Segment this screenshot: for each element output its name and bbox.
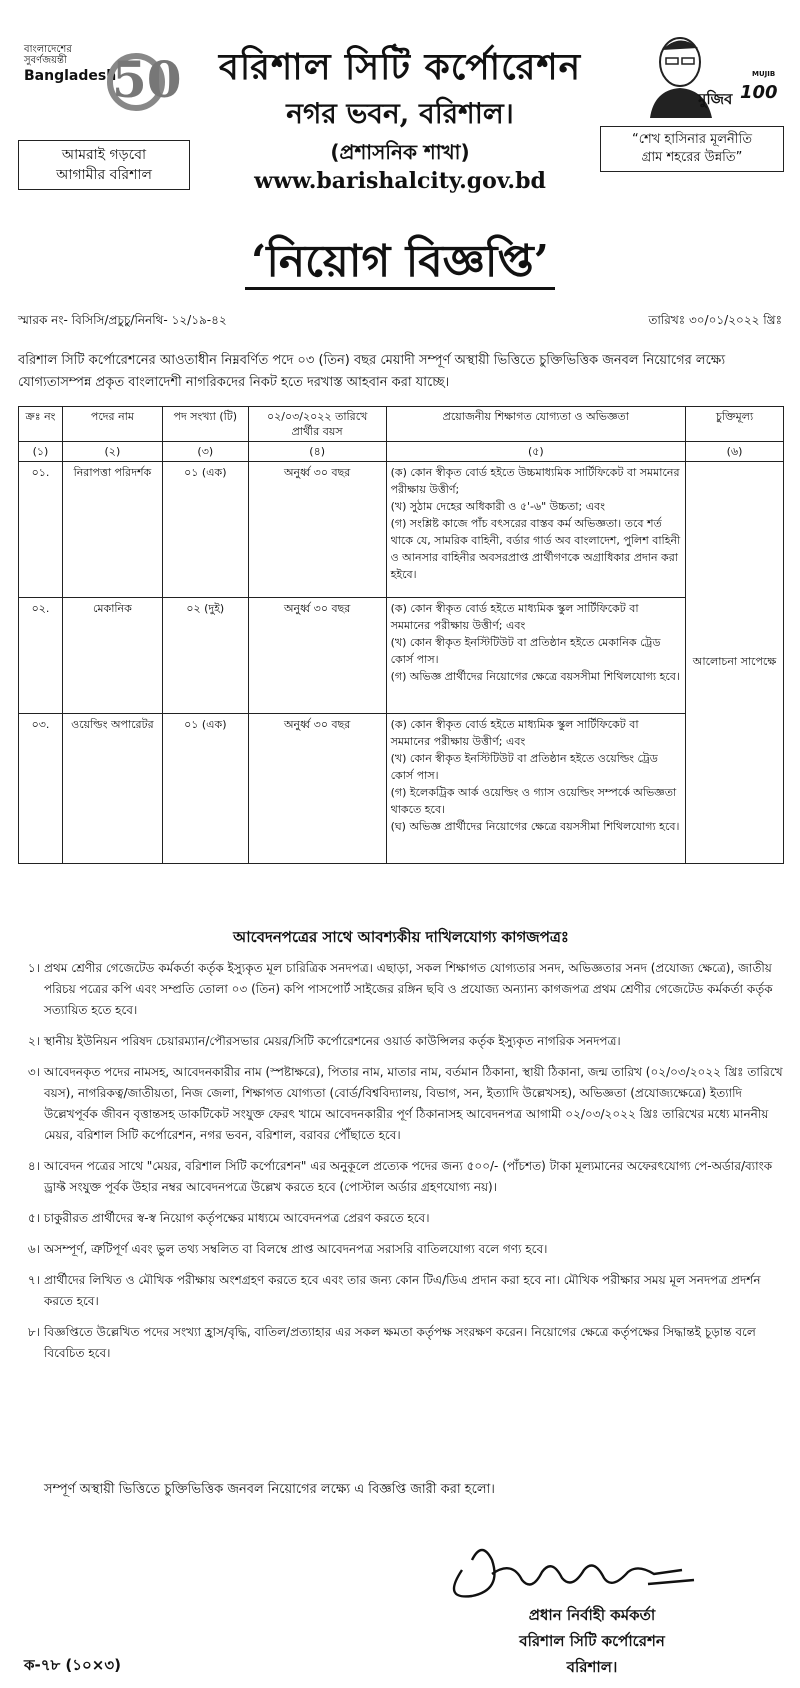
mujib-logo-text: মুজিব xyxy=(698,90,733,108)
qualification-item: (ক) কোন স্বীকৃত বোর্ড হইতে মাধ্যমিক স্কুল সার্টিফিকেট বা সমমানের পরীক্ষায় উত্তীর্ণ; এবং xyxy=(390,718,639,748)
colnum: (২) xyxy=(62,442,162,462)
list-item-text: আবেদন পত্রের সাথে "মেয়র, বরিশাল সিটি কর্পোরেশন" এর অনুকূলে প্রত্যেক পদের জন্য ৫০০/- (পাঁচশত) টাকা মূল্যমানের অফেরৎযোগ্য পে-অর্ডার/ব্যাংক ড্রাফ্ট সংযুক্ত পূর্বক উহার নম্বর আবেদনপত্রে উল্লেখ করতে হবে (পোস্টাল অর্ডার গ্রহণযোগ্য নয়)। xyxy=(44,1159,773,1194)
mujib-logo-tag: MUJIB xyxy=(752,70,776,78)
table-header-row xyxy=(19,407,784,442)
header-post: পদের নাম xyxy=(62,407,162,442)
mujib-logo-number: 100 xyxy=(740,82,778,103)
organization-website: www.barishalcity.gov.bd xyxy=(254,168,546,194)
logo-line1: বাংলাদেশের xyxy=(24,44,72,55)
list-item xyxy=(18,1270,784,1312)
header-age: ০২/০৩/২০২২ তারিখে প্রার্থীর বয়স xyxy=(248,407,386,442)
posts-table xyxy=(18,406,784,864)
qualification-item: (খ) সুঠাম দেহের অধিকারী ও ৫'-৬" উচ্চতা; এবং xyxy=(390,500,605,513)
motto-left-line1: আমরাই গড়বো xyxy=(61,147,147,163)
organization-place: নগর ভবন, বরিশাল। xyxy=(286,97,514,130)
list-item-text: চাকুরীরত প্রার্থীদের স্ব-স্ব নিয়োগ কর্তৃপক্ষের মাধ্যমে আবেদনপত্র প্রেরণ করতে হবে। xyxy=(44,1211,430,1225)
row-qualifications xyxy=(386,462,685,598)
row-qualifications xyxy=(386,598,685,714)
list-item-number: ৮। xyxy=(27,1325,40,1339)
row-sl: ০২. xyxy=(19,598,63,714)
signatory-city: বরিশাল। xyxy=(566,1658,618,1676)
list-item xyxy=(18,1031,784,1052)
qualification-item: (ঘ) অভিজ্ঞ প্রার্থীদের নিয়োগের ক্ষেত্রে বয়সসীমা শিথিলযোগ্য হবে। xyxy=(390,820,680,833)
list-item xyxy=(18,1208,784,1229)
motto-right-box xyxy=(600,126,784,172)
list-item-text: প্রার্থীদের লিখিত ও মৌখিক পরীক্ষায় অংশগ্রহণ করতে হবে এবং তার জন্য কোন টিএ/ডিএ প্রদান করা হবে না। মৌখিক পরীক্ষার সময় মূল সনদপত্র প্রদর্শন করতে হবে। xyxy=(44,1273,761,1308)
list-item-number: ৭। xyxy=(27,1273,40,1287)
header-sl: ক্রঃ নং xyxy=(19,407,63,442)
list-item-number: ৩। xyxy=(27,1065,40,1079)
closing-statement: সম্পূর্ণ অস্থায়ী ভিত্তিতে চুক্তিভিত্তিক জনবল নিয়োগের লক্ষ্যে এ বিজ্ঞপ্তি জারী করা হলো। xyxy=(44,1482,495,1497)
row-post: নিরাপত্তা পরিদর্শক xyxy=(62,462,162,598)
row-remuneration: আলোচনা সাপেক্ষে xyxy=(686,462,784,864)
list-item-number: ২। xyxy=(27,1034,40,1048)
memo-number: স্মারক নং- বিসিসি/প্রচুচু/নিনথি- ১২/১৯-৪২ xyxy=(18,313,227,327)
table-row xyxy=(19,598,784,714)
signatory-org: বরিশাল সিটি কর্পোরেশন xyxy=(519,1632,665,1650)
signatory-block xyxy=(432,1602,752,1680)
qualification-item: (ক) কোন স্বীকৃত বোর্ড হইতে মাধ্যমিক স্কুল সার্টিফিকেট বা সমমানের পরীক্ষায় উত্তীর্ণ; এবং xyxy=(390,602,639,632)
notice-title xyxy=(200,228,600,301)
header-qualification: প্রয়োজনীয় শিক্ষাগত যোগ্যতা ও অভিজ্ঞতা xyxy=(386,407,685,442)
notice-title-text: ‘নিয়োগ বিজ্ঞপ্তি’ xyxy=(245,236,555,290)
intro-paragraph: বরিশাল সিটি কর্পোরেশনের আওতাধীন নিম্নবর্ণিত পদে ০৩ (তিন) বছর মেয়াদী সম্পূর্ণ অস্থায়ী ভিত্তিতে চুক্তিভিত্তিক জনবল নিয়োগের লক্ষ্যে যোগ্যতাসম্পন্ন প্রকৃত বাংলাদেশী নাগরিকদের নিকট হতে দরখাস্ত আহবান করা যাচ্ছে। xyxy=(18,353,726,390)
colnum: (১) xyxy=(19,442,63,462)
list-item xyxy=(18,1156,784,1198)
list-item-number: ৫। xyxy=(27,1211,40,1225)
header-count: পদ সংখ্যা (টি) xyxy=(162,407,248,442)
list-item-text: আবেদনকৃত পদের নামসহ, আবেদনকারীর নাম (স্পষ্টাক্ষরে), পিতার নাম, মাতার নাম, বর্তমান ঠিকানা, স্থায়ী ঠিকানা, জন্ম তারিখ (০২/০৩/২০২২ খ্রিঃ তারিখে বয়স), নাগরিকত্ব/জাতীয়তা, নিজ জেলা, শিক্ষাগত যোগ্যতা (বোর্ড/বিশ্ববিদ্যালয়, বিভাগ, সন, ইত্যাদি উল্লেখসহ), অভিজ্ঞতা (প্রযোজ্যক্ষেত্রে) ইত্যাদি উল্লেখপূর্বক জীবন বৃত্তান্তসহ ডাকটিকেট সংযুক্ত ফেরৎ খামে আবেদনকারীর পূর্ণ ঠিকানাসহ আবেদনপত্র আগামী ০২/০৩/২০২২ খ্রিঃ তারিখের মধ্যে মাননীয় মেয়র, বরিশাল সিটি কর্পোরেশন, নগর ভবন, বরিশাল, বরাবর পৌঁছাতে হবে। xyxy=(44,1065,783,1142)
list-item-text: বিজ্ঞপ্তিতে উল্লেখিত পদের সংখ্যা হ্রাস/বৃদ্ধি, বাতিল/প্রত্যাহার এর সকল ক্ষমতা কর্তৃপক্ষ সংরক্ষণ করেন। নিয়োগের ক্ষেত্রে কর্তৃপক্ষের সিদ্ধান্তই চূড়ান্ত বলে বিবেচিত হবে। xyxy=(44,1325,756,1360)
golden-jubilee-logo xyxy=(24,44,182,124)
list-item-number: ৪। xyxy=(27,1159,40,1173)
qualification-item: (খ) কোন স্বীকৃত ইনস্টিটিউট বা প্রতিষ্ঠান হইতে মেকানিক ট্রেড কোর্স পাস। xyxy=(390,636,661,666)
row-age: অনুর্ধ্ব ৩০ বছর xyxy=(248,462,386,598)
mujib-100-logo xyxy=(632,28,778,118)
list-item xyxy=(18,1239,784,1260)
colnum: (৬) xyxy=(686,442,784,462)
signatory-designation: প্রধান নির্বাহী কর্মকর্তা xyxy=(528,1606,656,1624)
colnum: (৫) xyxy=(386,442,685,462)
row-count: ০২ (দুই) xyxy=(162,598,248,714)
colnum: (৪) xyxy=(248,442,386,462)
list-item xyxy=(18,1322,784,1364)
row-qualifications xyxy=(386,714,685,864)
list-item-number: ৬। xyxy=(27,1242,40,1256)
row-count: ০১ (এক) xyxy=(162,714,248,864)
motto-right-line1: “শেখ হাসিনার মূলনীতি xyxy=(632,132,752,147)
table-row xyxy=(19,462,784,598)
row-sl: ০১. xyxy=(19,462,63,598)
row-age: অনুর্ধ্ব ৩০ বছর xyxy=(248,714,386,864)
qualification-item: (গ) ইলেকট্রিক আর্ক ওয়েল্ডিং ও গ্যাস ওয়েল্ডিং সম্পর্কে অভিজ্ঞতা থাকতে হবে। xyxy=(390,786,677,816)
logo-number: 50 xyxy=(112,50,182,109)
list-item-text: প্রথম শ্রেণীর গেজেটেড কর্মকর্তা কর্তৃক ইস্যুকৃত মূল চারিত্রিক সনদপত্র। এছাড়া, সকল শিক্ষাগত যোগ্যতার সনদ, অভিজ্ঞতার সনদ (প্রযোজ্য ক্ষেত্রে), জাতীয় পরিচয় পত্রের কপি এবং সম্প্রতি তোলা ০৩ (তিন) কপি পাসপোর্ট সাইজের রঙ্গিন ছবি ও প্রযোজ্য অন্যান্য কাগজপত্র প্রথম শ্রেণীর গেজেটেড কর্মকর্তা কর্তৃক সত্যায়িত হতে হবে। xyxy=(44,961,773,1017)
requirements-list xyxy=(18,958,784,1374)
row-sl: ০৩. xyxy=(19,714,63,864)
row-post: মেকানিক xyxy=(62,598,162,714)
reference-code: ক-৭৮ (১০×৩) xyxy=(24,1656,121,1674)
list-item-number: ১। xyxy=(27,961,40,975)
qualification-item: (ক) কোন স্বীকৃত বোর্ড হইতে উচ্চমাধ্যমিক সার্টিফিকেট বা সমমানের পরীক্ষায় উত্তীর্ণ; xyxy=(390,466,680,496)
motto-left-box xyxy=(18,140,190,190)
qualification-item: (গ) সংশ্লিষ্ট কাজে পাঁচ বৎসরের বাস্তব কর্ম অভিজ্ঞতা। তবে শর্ত থাকে যে, সামরিক বাহিনী, বর্ডার গার্ড অব বাংলাদেশ, পুলিশ বাহিনী ও আনসার বাহিনীর অবসরপ্রাপ্ত প্রার্থীগণকে অগ্রাধিকার প্রদান করা হইবে। xyxy=(390,517,681,581)
table-colnum-row xyxy=(19,442,784,462)
row-age: অনুর্ধ্ব ৩০ বছর xyxy=(248,598,386,714)
motto-left-line2: আগামীর বরিশাল xyxy=(56,167,152,183)
list-item-text: অসম্পূর্ণ, ত্রুটিপূর্ণ এবং ভুল তথ্য সম্বলিত বা বিলম্বে প্রাপ্ত আবেদনপত্র সরাসরি বাতিলযোগ্য বলে গণ্য হবে। xyxy=(44,1242,548,1256)
list-item xyxy=(18,958,784,1021)
qualification-item: (খ) কোন স্বীকৃত ইনস্টিটিউট বা প্রতিষ্ঠান হইতে ওয়েল্ডিং ট্রেড কোর্স পাস। xyxy=(390,752,658,782)
colnum: (৩) xyxy=(162,442,248,462)
organization-branch: (প্রশাসনিক শাখা) xyxy=(330,140,470,164)
qualification-item: (গ) অভিজ্ঞ প্রার্থীদের নিয়োগের ক্ষেত্রে বয়সসীমা শিথিলযোগ্য হবে। xyxy=(390,670,680,683)
requirements-title: আবেদনপত্রের সাথে আবশ্যকীয় দাখিলযোগ্য কাগজপত্রঃ xyxy=(233,928,569,946)
row-count: ০১ (এক) xyxy=(162,462,248,598)
header-remuneration: চুক্তিমূল্য xyxy=(686,407,784,442)
organization-name: বরিশাল সিটি কর্পোরেশন xyxy=(218,46,582,88)
list-item-text: স্থানীয় ইউনিয়ন পরিষদ চেয়ারম্যান/পৌরসভার মেয়র/সিটি কর্পোরেশনের ওয়ার্ড কাউন্সিলর কর্তৃক ইস্যুকৃত নাগরিক সনদপত্র। xyxy=(44,1034,621,1048)
row-post: ওয়েল্ডিং অপারেটর xyxy=(62,714,162,864)
list-item xyxy=(18,1062,784,1146)
logo-country: Bangladesh xyxy=(24,68,117,84)
notice-date: তারিখঃ ৩০/০১/২০২২ খ্রিঃ xyxy=(648,313,782,327)
motto-right-line2: গ্রাম শহরের উন্নতি” xyxy=(641,150,743,165)
table-row xyxy=(19,714,784,864)
logo-line2: সুবর্ণজয়ন্তী xyxy=(24,55,67,66)
